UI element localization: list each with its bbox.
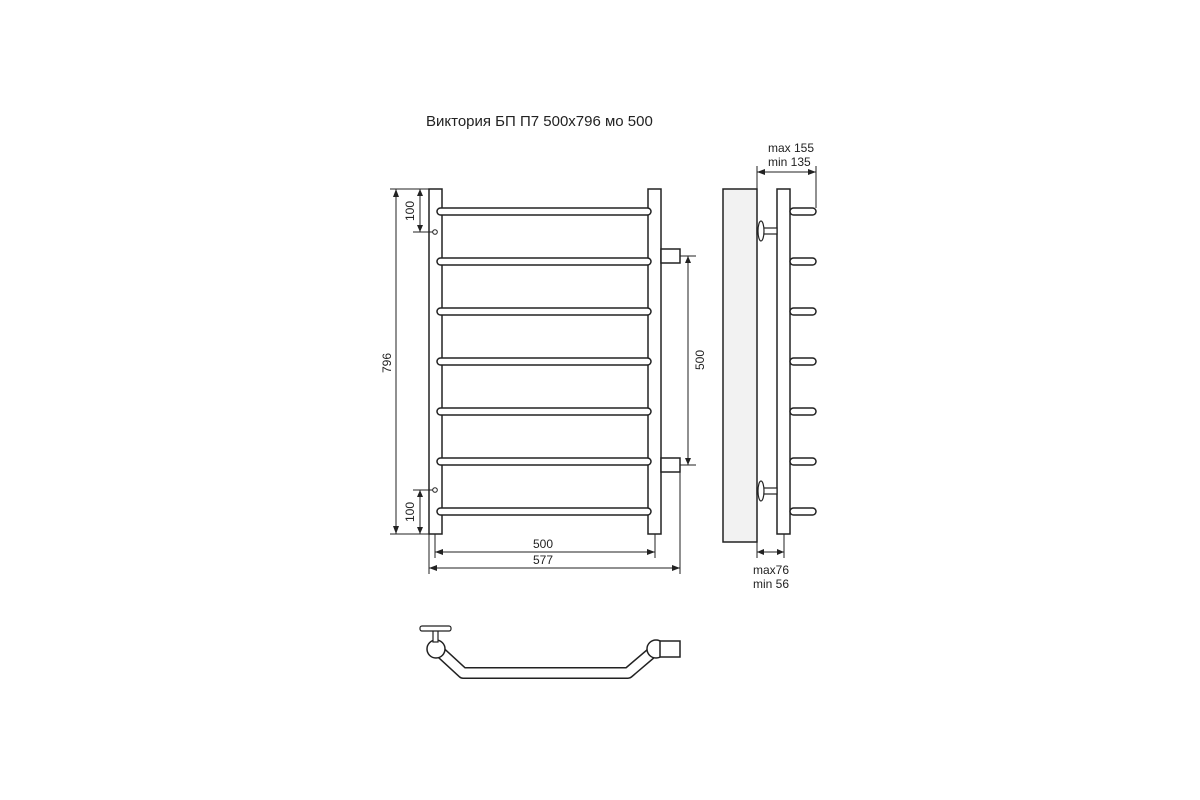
side-view (723, 189, 816, 542)
rung (437, 208, 651, 215)
rung (437, 258, 651, 265)
rung (437, 508, 651, 515)
dim-label-top-100: 100 (403, 200, 417, 222)
dim-label-max-155: max 155 (768, 141, 815, 155)
dim-label-min-56: min 56 (753, 577, 790, 591)
front-view (429, 189, 680, 548)
left-tube-end (427, 640, 445, 658)
dim-label-height-796: 796 (380, 352, 394, 374)
top-view (420, 626, 680, 673)
side-rung (790, 208, 816, 215)
dim-label-max-76: max76 (753, 563, 790, 577)
dim-label-min-135: min 135 (768, 155, 811, 169)
side-post (777, 189, 790, 534)
dim-label-connection-500: 500 (693, 349, 707, 371)
top-connector (660, 641, 680, 657)
side-rung (790, 308, 816, 315)
side-rung (790, 358, 816, 365)
dim-label-width-577: 577 (532, 553, 554, 567)
mount-dot-bottom (433, 488, 438, 493)
rung (437, 358, 651, 365)
side-rungs (790, 208, 816, 515)
rung (437, 408, 651, 415)
dim-label-bottom-100: 100 (403, 501, 417, 523)
side-rung (790, 408, 816, 415)
drawing-title: Виктория БП П7 500х796 мо 500 (426, 113, 653, 130)
mount-dot-top (433, 230, 438, 235)
rungs (437, 208, 651, 515)
top-wall-plate (420, 626, 451, 631)
connection-nozzle-top (661, 249, 680, 263)
rung (437, 308, 651, 315)
side-rung (790, 258, 816, 265)
connection-nozzle-bottom (661, 458, 680, 472)
dim-label-width-500: 500 (532, 537, 554, 551)
side-rung (790, 458, 816, 465)
side-rung (790, 508, 816, 515)
top-wall-mount (433, 630, 438, 642)
wall (723, 189, 757, 542)
rung (437, 458, 651, 465)
